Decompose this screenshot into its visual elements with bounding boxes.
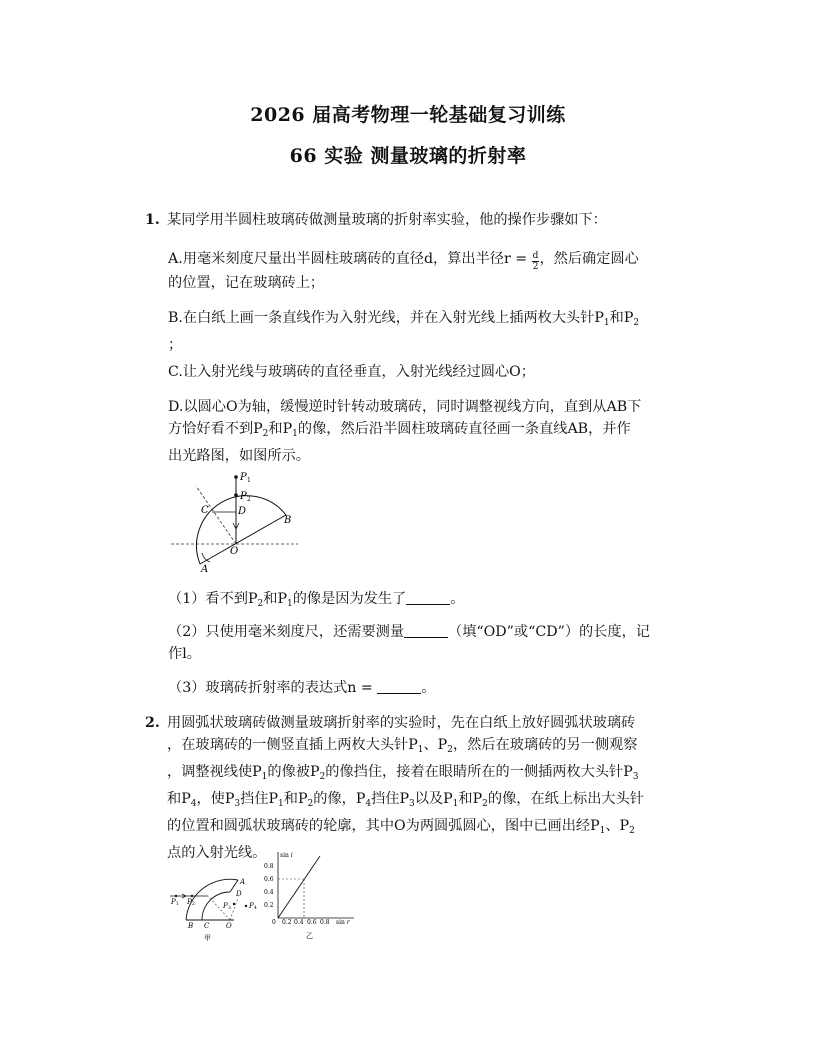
label-d: D	[236, 890, 242, 898]
origin-label: 0	[272, 919, 276, 926]
sub1-end: 。	[450, 591, 465, 607]
label-p1-sub: 1	[176, 902, 179, 907]
q2-line: ，在玻璃砖的一侧竖直插上两枚大头针P	[167, 737, 418, 753]
sub-question-1	[168, 588, 698, 615]
subscript: 1	[261, 772, 268, 782]
label-p2-sub: 2	[247, 496, 251, 503]
step-b	[168, 307, 698, 356]
q2-text: 、P	[605, 818, 630, 834]
label-p1-sub: 1	[247, 477, 251, 484]
fraction-denominator: 2	[532, 262, 539, 272]
page-title: 2026 届高考物理一轮基础复习训练	[250, 104, 566, 126]
subscript: 3	[234, 799, 241, 809]
y-tick: 0.6	[264, 876, 274, 883]
label-p2-sub: 2	[192, 902, 195, 907]
sub3-text: （3）玻璃砖折射率的表达式n =	[168, 680, 373, 696]
label-d: D	[238, 506, 247, 517]
step-d-line2-c: 的像，然后沿半圆柱玻璃砖直径画一条直线AB，并作	[297, 421, 631, 437]
page-subtitle: 66 实验 测量玻璃的折射率	[289, 145, 527, 167]
diameter-ab	[200, 515, 286, 564]
subscript: 2	[633, 318, 640, 328]
step-d-line2-b: 和P	[268, 421, 293, 437]
step-b-text: B.在白纸上画一条直线作为入射光线，并在入射光线上插两枚大头针P	[168, 310, 604, 326]
y-tick: 0.8	[264, 863, 274, 870]
x-tick: 0.2	[282, 919, 292, 926]
figure-label-jia: 甲	[204, 934, 211, 942]
question-number: 1.	[145, 212, 160, 228]
dashed-radius	[230, 898, 238, 920]
data-line	[278, 856, 320, 918]
q2-line: 的位置和圆弧状玻璃砖的轮廓，其中O为两圆弧圆心，图中已画出经P	[167, 818, 600, 834]
q2-text: 的像，P	[313, 791, 366, 807]
label-a: A	[201, 564, 209, 575]
figure-label-yi: 乙	[306, 932, 313, 940]
step-d-line1: D.以圆心O为轴，缓慢逆时针转动玻璃砖，同时调整视线方向，直到从AB下	[168, 399, 642, 415]
question-number: 2.	[145, 715, 160, 731]
subscript: 1	[603, 318, 610, 328]
subscript: 1	[278, 799, 284, 809]
x-tick: 0.8	[320, 919, 330, 926]
subscript: 2	[629, 826, 635, 836]
subscript: 1	[452, 799, 459, 809]
x-tick: 0.6	[307, 919, 317, 926]
subscript: 2	[257, 599, 264, 609]
pin-p1	[234, 475, 238, 479]
label-p4: P	[249, 902, 254, 910]
sub1-text-c: 的像是因为发生了	[292, 591, 407, 607]
q2-text: 的像被P	[267, 764, 320, 780]
sub3-end: 。	[421, 680, 436, 696]
q2-text: 、P	[423, 737, 448, 753]
sub2-line2: 作l。	[168, 646, 201, 662]
step-d-line3: 出光路图，如图所示。	[168, 448, 310, 464]
question-text: 某同学用半圆柱玻璃砖做测量玻璃的折射率实验，他的操作步骤如下：	[167, 212, 607, 228]
label-p1: P	[240, 472, 247, 483]
q2-text: 和P	[283, 791, 308, 807]
step-b-line2: ；	[168, 337, 183, 353]
q2-text: 挡住P	[240, 791, 279, 807]
pin-p3	[233, 903, 235, 905]
q2-text: 以及P	[414, 791, 453, 807]
subscript: 4	[190, 799, 197, 809]
label-o: O	[230, 546, 239, 557]
q2-line: ，调整视线使P	[167, 764, 262, 780]
label-p2: P	[240, 491, 247, 502]
pin-p4	[245, 905, 247, 907]
subscript: 2	[447, 745, 453, 755]
subscript: 2	[482, 799, 488, 809]
subscript: 1	[599, 826, 606, 836]
pin-p1	[175, 895, 177, 897]
subscript: 2	[319, 772, 326, 782]
x-axis-label: sin r	[336, 919, 350, 926]
q2-text: 和P	[458, 791, 483, 807]
step-d	[168, 396, 698, 467]
y-tick: 0.4	[264, 889, 274, 896]
subscript: 1	[417, 745, 424, 755]
label-a: A	[240, 878, 246, 886]
step-a-text-post: ，然后确定圆心	[539, 251, 639, 267]
answer-blank[interactable]	[406, 590, 450, 605]
q2-text: ，然后在玻璃砖的另一侧观察	[452, 737, 638, 753]
question-1-intro	[145, 209, 705, 231]
answer-blank[interactable]	[377, 679, 421, 694]
label-b: B	[284, 515, 292, 526]
sub1-text: （1）看不到P	[168, 591, 258, 607]
figure-yi	[262, 848, 362, 940]
subscript: 2	[307, 799, 314, 809]
subscript: 3	[632, 772, 639, 782]
q2-text: 的像，在纸上标出大头针	[487, 791, 644, 807]
pin-p2	[191, 895, 193, 897]
q2-text: 的像挡住，接着在眼睛所在的一侧插两枚大头针P	[325, 764, 633, 780]
answer-blank[interactable]	[404, 623, 448, 638]
q2-text: 挡住P	[371, 791, 410, 807]
subscript: 4	[365, 799, 372, 809]
q2-line: 点的入射光线。	[167, 845, 267, 861]
q2-line: 用圆弧状玻璃砖做测量玻璃折射率的实验时，先在白纸上放好圆弧状玻璃砖	[167, 715, 636, 731]
subscript: 1	[286, 599, 293, 609]
label-p3-sub: 3	[228, 906, 231, 911]
subscript: 3	[409, 799, 415, 809]
step-b-and: 和P	[609, 310, 634, 326]
label-p3: P	[223, 902, 228, 910]
sub2-text-b: （填“OD”或“CD”）的长度，记	[448, 624, 650, 640]
y-tick: 0.2	[264, 902, 274, 909]
label-b: B	[188, 922, 194, 930]
sub1-text-b: 和P	[263, 591, 287, 607]
label-c: C	[201, 505, 209, 516]
pin-p2	[234, 493, 238, 497]
label-p2: P	[187, 898, 192, 906]
x-tick: 0.4	[294, 919, 304, 926]
label-p4-sub: 4	[254, 906, 257, 911]
question-2-body	[167, 712, 697, 864]
subscript: 1	[292, 429, 298, 439]
q2-text: ，使P	[196, 791, 235, 807]
y-axis-label: sin i	[280, 852, 293, 859]
sub-question-3	[168, 677, 698, 699]
figure-q1-semicircle	[168, 468, 303, 578]
step-a-text: A.用毫米刻度尺量出半圆柱玻璃砖的直径d，算出半径r =	[168, 251, 528, 267]
label-p1: P	[171, 898, 176, 906]
label-c: C	[204, 922, 210, 930]
step-d-line2: 方恰好看不到P	[168, 421, 263, 437]
label-o: O	[226, 922, 232, 930]
step-a-line2: 的位置，记在玻璃砖上；	[168, 275, 325, 291]
step-c: C.让入射光线与玻璃砖的直径垂直，入射光线经过圆心O；	[168, 364, 535, 380]
q2-line: 和P	[167, 791, 191, 807]
subscript: 2	[262, 429, 269, 439]
outer-arc	[186, 879, 238, 920]
figure-jia	[168, 870, 260, 942]
fraction-numerator: d	[532, 251, 539, 261]
step-a	[168, 248, 698, 294]
sub2-text: （2）只使用毫米刻度尺，还需要测量	[168, 624, 405, 640]
sub-question-2	[168, 621, 698, 665]
